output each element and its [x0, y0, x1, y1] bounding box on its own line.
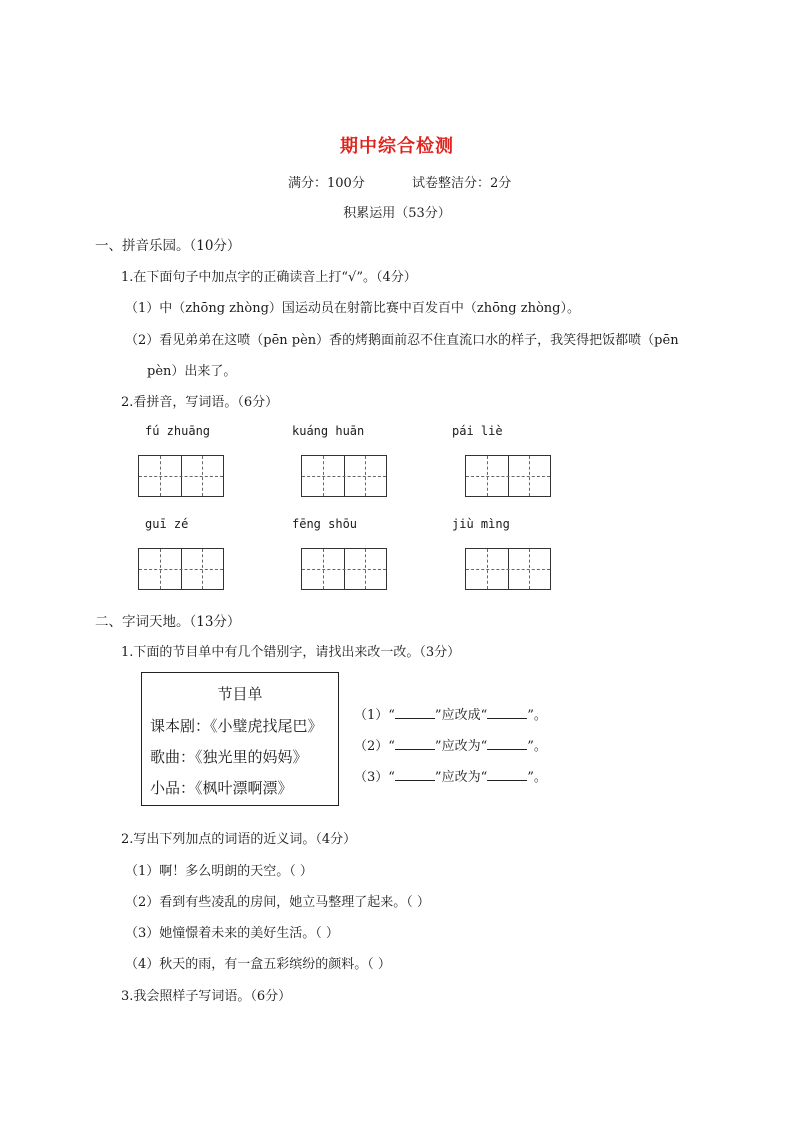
question-1-1-line-1: （1）中（zhōng zhòng）国运动员在射箭比赛中百发百中（zhōng zhòng）。	[125, 301, 581, 316]
answer-blank[interactable]	[395, 708, 435, 719]
neatness-score: 试卷整洁分：2分	[412, 176, 512, 191]
synonym-item-2: （2）看到有些凌乱的房间，她立马整理了起来。（ ）	[125, 895, 430, 910]
program-list-title: 节目单	[217, 685, 263, 703]
pinyin-1: fú zhuāng	[145, 424, 211, 438]
writing-grid[interactable]	[301, 548, 387, 590]
program-line-3: 小品：《枫叶漂啊漂》	[150, 779, 293, 797]
program-line-2: 歌曲：《独光里的妈妈》	[150, 748, 308, 766]
program-list-box	[141, 672, 339, 806]
question-1-1-line-3: pèn）出来了。	[147, 364, 237, 379]
section-subtitle: 积累运用（53分）	[343, 206, 451, 221]
correction-line-3: （3）“ ”应改为“ ”。	[354, 770, 547, 785]
writing-grid[interactable]	[465, 455, 551, 497]
question-1-1-line-2: （2）看见弟弟在这喷（pēn pèn）香的烤鹅面前忍不住直流口水的样子，我笑得把饭都喷（pēn	[125, 333, 679, 348]
writing-grid[interactable]	[465, 548, 551, 590]
writing-grid[interactable]	[138, 455, 224, 497]
pinyin-4: guī zé	[145, 517, 189, 531]
answer-blank[interactable]	[487, 770, 527, 781]
pinyin-5: fēng shōu	[292, 517, 358, 531]
program-line-1: 课本剧：《小璧虎找尾巴》	[150, 717, 323, 735]
synonym-item-1: （1）啊！多么明朗的天空。（ ）	[125, 864, 313, 879]
question-2-1-title: 1.下面的节目单中有几个错别字，请找出来改一改。（3分）	[121, 645, 461, 660]
answer-blank[interactable]	[395, 770, 435, 781]
answer-blank[interactable]	[395, 739, 435, 750]
correction-line-1: （1）“ ”应改成“ ”。	[354, 708, 547, 723]
synonym-item-4: （4）秋天的雨，有一盒五彩缤纷的颜料。（ ）	[125, 957, 391, 972]
synonym-item-3: （3）她憧憬着未来的美好生活。（ ）	[125, 926, 339, 941]
question-2-3-title: 3.我会照样子写词语。（6分）	[121, 989, 292, 1004]
question-1-2-title: 2.看拼音，写词语。（6分）	[121, 395, 279, 410]
correction-line-2: （2）“ ”应改为“ ”。	[354, 739, 547, 754]
pinyin-3: pái liè	[452, 424, 503, 438]
question-2-2-title: 2.写出下列加点的词语的近义词。（4分）	[121, 832, 357, 847]
writing-grid[interactable]	[301, 455, 387, 497]
pinyin-2: kuáng huān	[292, 424, 365, 438]
writing-grid[interactable]	[138, 548, 224, 590]
page-title: 期中综合检测	[340, 136, 454, 157]
section-2-heading: 二、字词天地。（13分）	[95, 614, 241, 630]
question-1-1-title: 1.在下面句子中加点字的正确读音上打“√”。（4分）	[121, 270, 417, 285]
answer-blank[interactable]	[487, 739, 527, 750]
section-1-heading: 一、拼音乐园。（10分）	[95, 238, 241, 254]
pinyin-6: jiù mìng	[452, 517, 510, 531]
answer-blank[interactable]	[487, 708, 527, 719]
full-score: 满分：100分	[288, 176, 365, 191]
